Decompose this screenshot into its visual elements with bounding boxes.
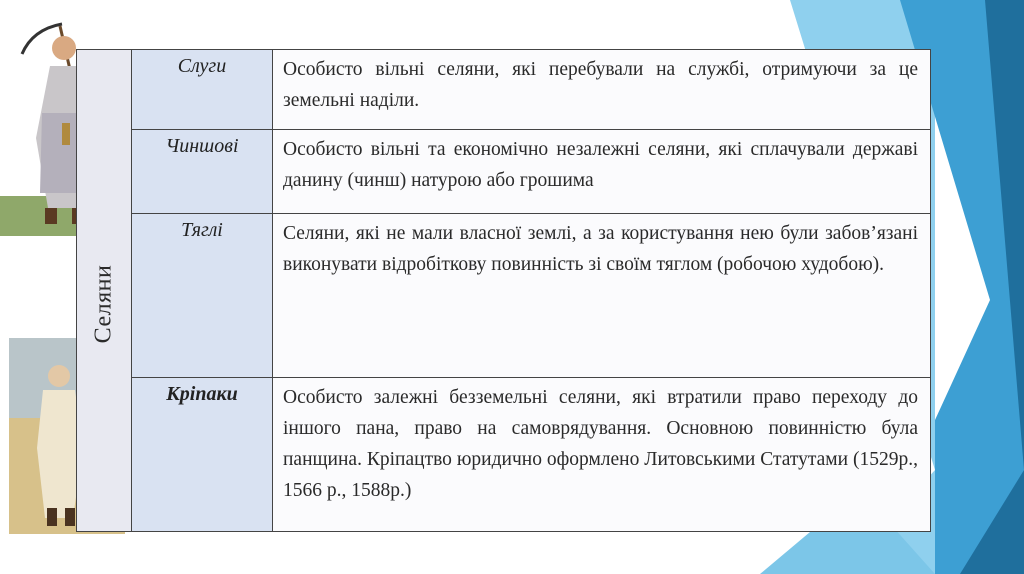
group-label: Селяни [90, 264, 117, 344]
category-name-cell [132, 378, 273, 532]
table-row [77, 130, 931, 214]
category-name: Тяглі [181, 219, 223, 241]
group-cell [77, 50, 132, 532]
category-description-cell [273, 214, 931, 378]
category-description: Селяни, які не мали власної землі, а за користування нею були забов’язані виконувати відробіткову повинність зі своїм тяглом (робочою худобою). [283, 223, 918, 275]
category-name-cell [132, 214, 273, 378]
category-description: Особисто вільні селяни, які перебували на службі, отримуючи за це земельні наділи. [283, 59, 918, 111]
category-name-cell [132, 50, 273, 130]
category-description: Особисто залежні безземельні селяни, які втратили право переходу до іншого пана, право на самоврядування. Основною повинністю була панщина. Кріпацтво юридично оформлено Литовськими Статутами (1529р., 1566 р., 1588р.) [283, 387, 918, 501]
table-row [77, 378, 931, 532]
table-row [77, 214, 931, 378]
category-description-cell [273, 130, 931, 214]
table-row [77, 50, 931, 130]
peasant-categories-table [76, 49, 931, 532]
category-description: Особисто вільні та економічно незалежні селяни, які сплачували державі данину (чинш) натурою або грошима [283, 139, 918, 191]
category-description-cell [273, 50, 931, 130]
category-name: Слуги [177, 55, 227, 77]
category-name-cell [132, 130, 273, 214]
category-description-cell [273, 378, 931, 532]
category-name: Чиншові [165, 135, 239, 157]
category-name: Кріпаки [166, 383, 238, 405]
